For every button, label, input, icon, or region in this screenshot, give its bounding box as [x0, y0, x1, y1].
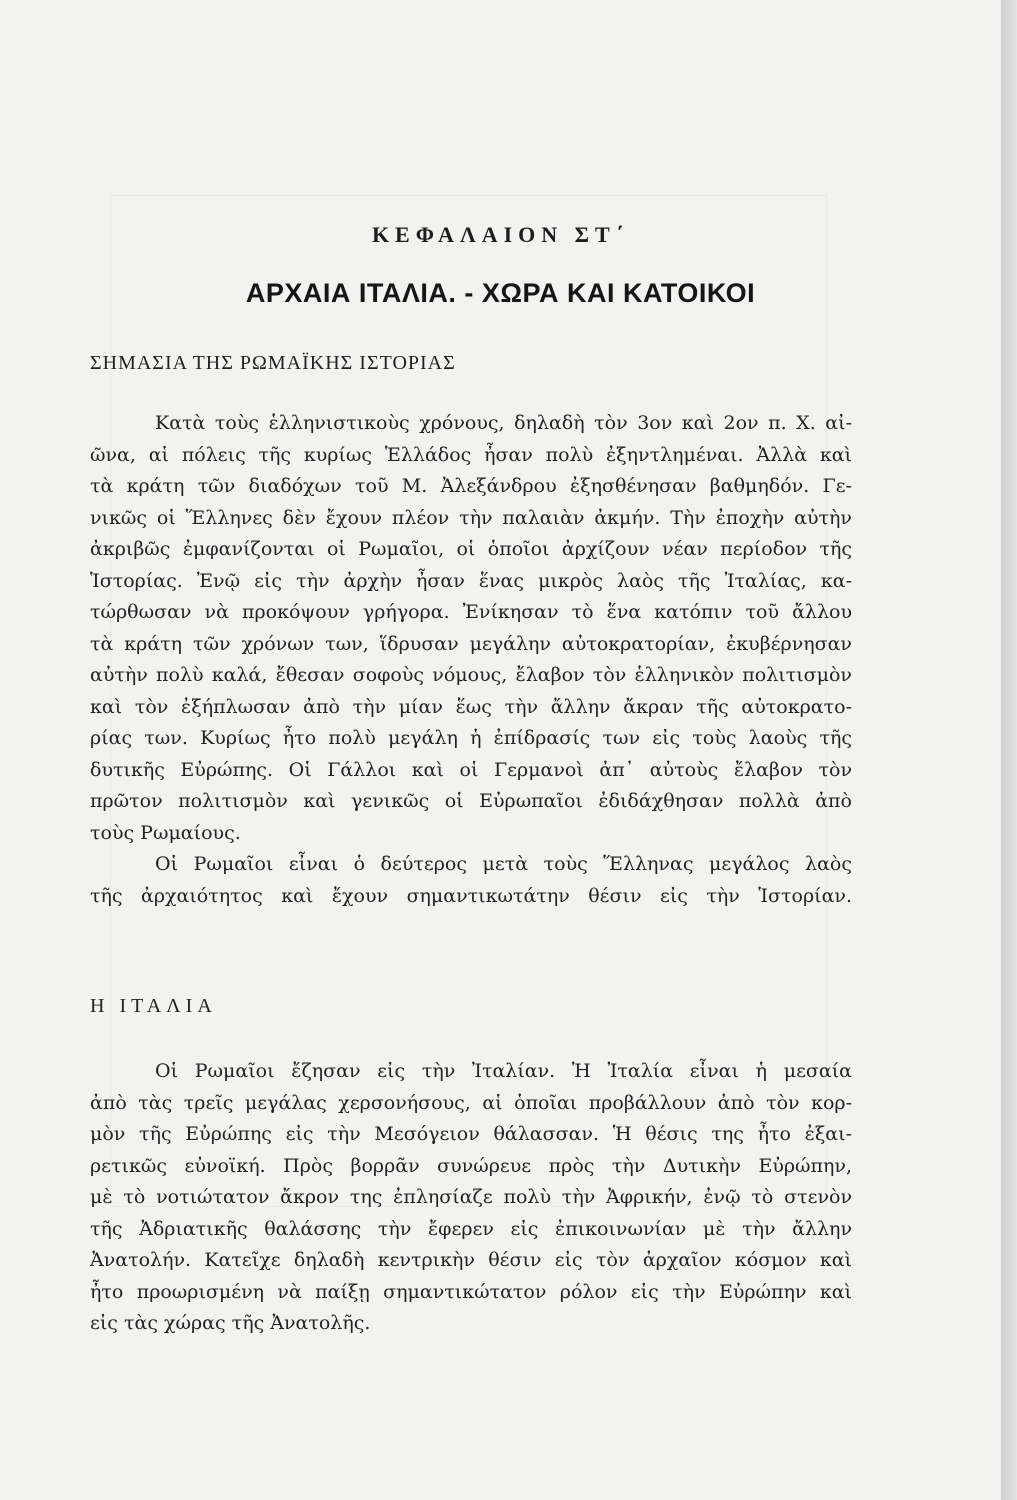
text-line: Ἱστορίας. Ἐνῷ εἰς τὴν ἀρχὴν ἦσαν ἕνας μικρὸς λαὸς τῆς Ἰταλίας, κα- [90, 569, 852, 592]
text-line: πρῶτον πολιτισμὸν καὶ γενικῶς οἱ Εὐρωπαῖοι ἐδιδάχθησαν πολλὰ ἀπὸ [90, 790, 852, 812]
text-line: Ἀνατολήν. Κατεῖχε δηλαδὴ κεντρικὴν θέσιν εἰς τὸν ἀρχαῖον κόσμον καὶ [90, 1249, 852, 1271]
chapter-label: ΚΕΦΑΛΑΙΟΝ ΣΤ΄ [371, 222, 630, 247]
text-line: ἀκριβῶς ἐμφανίζονται οἱ Ρωμαῖοι, οἱ ὁποῖοι ἀρχίζουν νέαν περίοδον τῆς [90, 538, 852, 560]
text-line: τοὺς Ρωμαίους. [90, 821, 241, 844]
text-line: ρίας των. Κυρίως ἦτο πολὺ μεγάλη ἡ ἐπίδρασίς των εἰς τοὺς λαοὺς τῆς [90, 727, 852, 749]
text-line: τὰ κράτη τῶν χρόνων των, ἵδρυσαν μεγάλην αὐτοκρατορίαν, ἐκυβέρνησαν [90, 632, 852, 655]
page-edge [1001, 0, 1017, 1500]
paragraph-significance-2 [90, 849, 852, 912]
text-line: Οἱ Ρωμαῖοι εἶναι ὁ δεύτερος μετὰ τοὺς Ἕλληνας μεγάλος λαὸς [155, 853, 852, 875]
text-line: αὐτὴν πολὺ καλά, ἔθεσαν σοφοὺς νόμους, ἔλαβον τὸν ἑλληνικὸν πολιτισμὸν [90, 664, 852, 686]
text-line: ἦτο προωρισμένη νὰ παίξῃ σημαντικώτατον ρόλον εἰς τὴν Εὐρώπην καὶ [90, 1280, 852, 1303]
text-line: δυτικῆς Εὐρώπης. Οἱ Γάλλοι καὶ οἱ Γερμανοὶ ἀπ᾽ αὐτοὺς ἔλαβον τὸν [90, 758, 852, 781]
chapter-title: ΑΡΧΑΙΑ ΙΤΑΛΙΑ. - ΧΩΡΑ ΚΑΙ ΚΑΤΟΙΚΟΙ [245, 278, 756, 308]
text-line: μὸν τῆς Εὐρώπης εἰς τὴν Μεσόγειον θάλασσαν. Ἡ θέσις της ἦτο ἐξαι- [90, 1123, 852, 1145]
section-heading-italy: Η ΙΤΑΛΙΑ [90, 995, 217, 1017]
text-line: νικῶς οἱ Ἕλληνες δὲν ἔχουν πλέον τὴν παλαιὰν ἀκμήν. Τὴν ἐποχὴν αὐτὴν [90, 506, 852, 529]
text-line: μὲ τὸ νοτιώτατον ἄκρον της ἐπλησίαζε πολὺ τὴν Ἀφρικήν, ἐνῷ τὸ στενὸν [90, 1186, 852, 1208]
text-line: Οἱ Ρωμαῖοι ἔζησαν εἰς τὴν Ἰταλίαν. Ἡ Ἰταλία εἶναι ἡ μεσαία [155, 1060, 852, 1082]
text-line: Κατὰ τοὺς ἑλληνιστικοὺς χρόνους, δηλαδὴ τὸν 3ον καὶ 2ον π. Χ. αἰ- [155, 412, 852, 434]
section-heading-significance: ΣΗΜΑΣΙΑ ΤΗΣ ΡΩΜΑΪΚΗΣ ΙΣΤΟΡΙΑΣ [90, 352, 456, 374]
text-line: καὶ τὸν ἐξήπλωσαν ἀπὸ τὴν μίαν ἕως τὴν ἄλλην ἄκραν τῆς αὐτοκρατο- [90, 695, 852, 718]
text-line: τῆς Ἀδριατικῆς θαλάσσης τὴν ἔφερεν εἰς ἐπικοινωνίαν μὲ τὴν ἄλλην [90, 1217, 852, 1240]
paragraph-significance-1 [90, 408, 852, 849]
text-line: τῆς ἀρχαιότητος καὶ ἔχουν σημαντικωτάτην θέσιν εἰς τὴν Ἱστορίαν. [90, 884, 852, 907]
text-line: ρετικῶς εὐνοϊκή. Πρὸς βορρᾶν συνώρευε πρὸς τὴν Δυτικὴν Εὐρώπην, [90, 1154, 852, 1177]
text-line: τώρθωσαν νὰ προκόψουν γρήγορα. Ἐνίκησαν τὸ ἕνα κατόπιν τοῦ ἄλλου [90, 601, 852, 623]
text-line: εἰς τὰς χώρας τῆς Ἀνατολῆς. [90, 1312, 371, 1334]
text-line: ῶνα, αἱ πόλεις τῆς κυρίως Ἑλλάδος ἦσαν πολὺ ἐξηντλημέναι. Ἀλλὰ καὶ [90, 443, 852, 466]
paragraph-italy-1 [90, 1056, 852, 1340]
text-line: ἀπὸ τὰς τρεῖς μεγάλας χερσονήσους, αἱ ὁποῖαι προβάλλουν ἀπὸ τὸν κορ- [90, 1091, 852, 1114]
text-line: τὰ κράτη τῶν διαδόχων τοῦ Μ. Ἀλεξάνδρου ἐξησθένησαν βαθμηδόν. Γε- [90, 475, 852, 497]
